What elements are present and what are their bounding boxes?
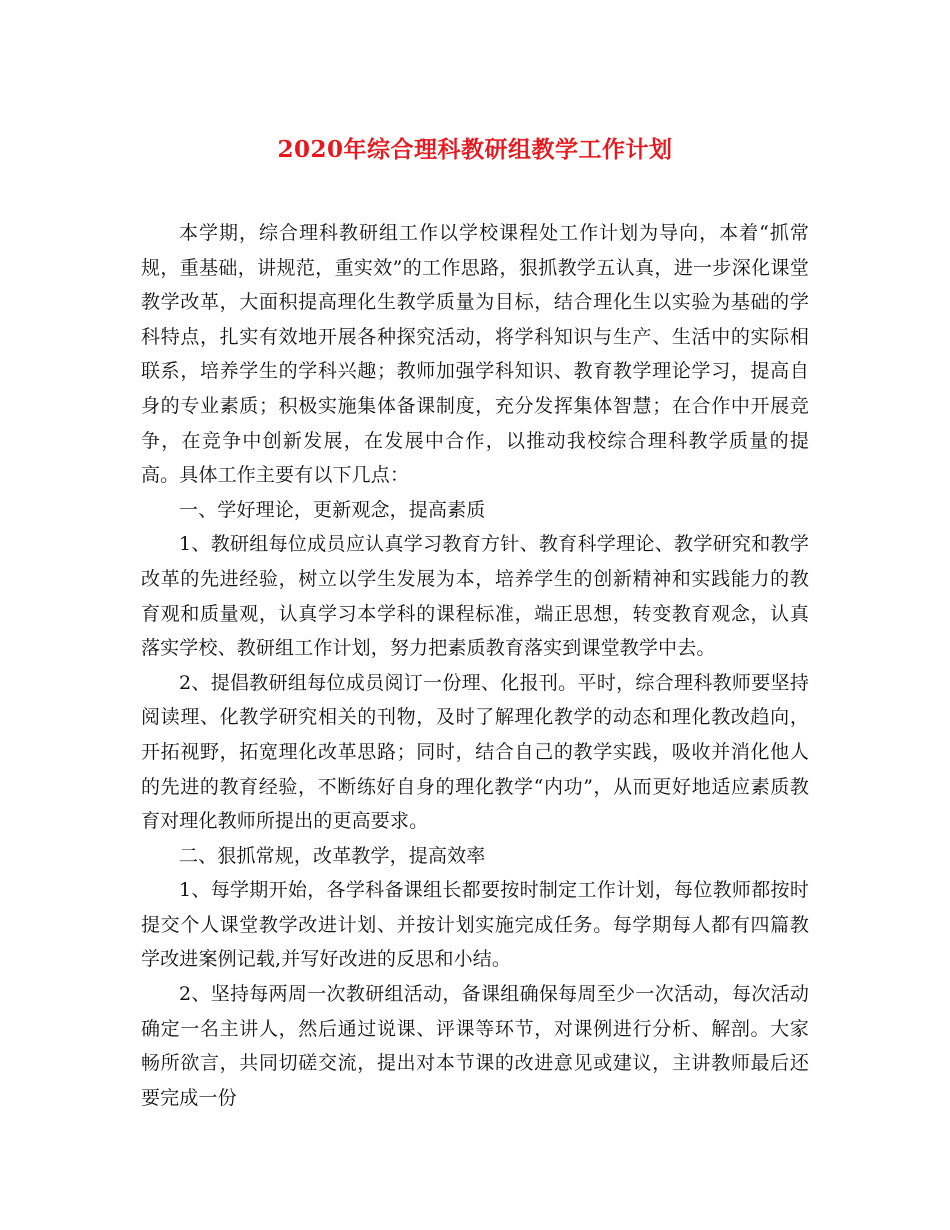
intro-paragraph: 本学期，综合理科教研组工作以学校课程处工作计划为导向，本着“抓常规，重基础，讲规范，重实效”的工作思路，狠抓教学五认真，进一步深化课堂教学改革，大面积提高理化生教学质量为目标，结合理化生以实验为基础的学科特点，扎实有效地开展各种探究活动，将学科知识与生产、生活中的实际相联系，培养学生的学科兴趣；教师加强学科知识、教育教学理论学习，提高自身的专业素质；积极实施集体备课制度，充分发挥集体智慧；在合作中开展竞争，在竞争中创新发展，在发展中合作，以推动我校综合理科教学质量的提高。具体工作主要有以下几点： (141, 222, 809, 487)
section-heading-1: 一、学好理论，更新观念，提高素质 (179, 498, 486, 521)
section-2-item-1: 1、每学期开始，各学科备课组长都要按时制定工作计划，每位教师都按时提交个人课堂教学改进计划、并按计划实施完成任务。每学期每人都有四篇教学改进案例记载,并写好改进的反思和小结。 (141, 879, 809, 971)
document-body (141, 216, 809, 1115)
section-1-item-1: 1、教研组每位成员应认真学习教育方针、教育科学理论、教学研究和教学改革的先进经验，树立以学生发展为本，培养学生的创新精神和实践能力的教育观和质量观，认真学习本学科的课程标准，端正思想，转变教育观念，认真落实学校、教研组工作计划，努力把素质教育落实到课堂教学中去。 (141, 533, 809, 660)
section-1-item-2: 2、提倡教研组每位成员阅订一份理、化报刊。平时，综合理科教师要坚持阅读理、化教学研究相关的刊物，及时了解理化教学的动态和理化教改趋向，开拓视野，拓宽理化改革思路；同时，结合自己的教学实践，吸收并消化他人的先进的教育经验，不断练好自身的理化教学“内功”，从而更好地适应素质教育对理化教师所提出的更高要求。 (141, 671, 809, 833)
section-heading-2: 二、狠抓常规，改革教学，提高效率 (179, 844, 486, 867)
document-title: 2020年综合理科教研组教学工作计划 (277, 136, 673, 163)
section-2-item-2: 2、坚持每两周一次教研组活动，备课组确保每周至少一次活动，每次活动确定一名主讲人，然后通过说课、评课等环节，对课例进行分析、解剖。大家畅所欲言，共同切磋交流，提出对本节课的改进意见或建议，主讲教师最后还要完成一份 (141, 983, 809, 1109)
